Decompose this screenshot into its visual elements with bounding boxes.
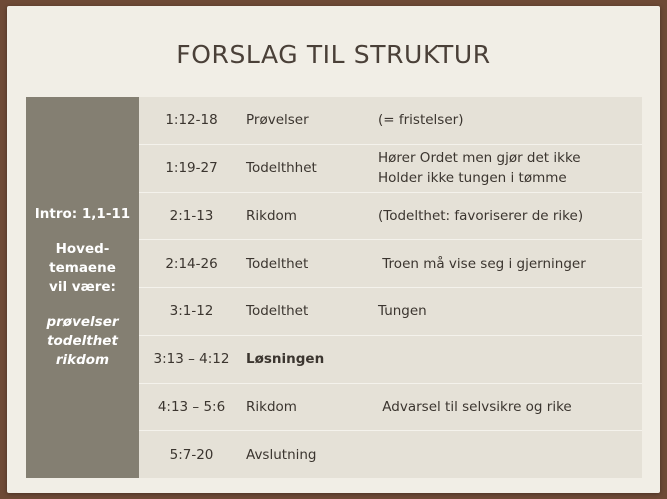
section-name: Rikdom [246, 207, 297, 224]
passage-ref: 2:14-26 [165, 255, 218, 272]
structure-rows [139, 97, 642, 478]
passage-ref: 1:19-27 [165, 160, 218, 177]
table-row [139, 192, 642, 240]
structure-table [26, 97, 642, 478]
table-row [139, 335, 642, 383]
slide-title: FORSLAG TIL STRUKTUR [176, 40, 491, 69]
passage-ref: 5:7-20 [169, 446, 214, 463]
table-row [139, 383, 642, 431]
section-name: Todelthet [246, 255, 309, 272]
note-line: Tungen [378, 303, 427, 320]
topic-item: rikdom [55, 352, 110, 368]
section-name: Avslutning [246, 446, 317, 463]
table-row [139, 144, 642, 192]
section-note [378, 301, 642, 321]
passage-ref: 4:13 – 5:6 [157, 398, 226, 415]
note-line: Hører Ordet men gjør det ikke [378, 150, 581, 167]
note-line: Advarsel til selvsikre og rike [378, 398, 572, 415]
topic-item: prøvelser [46, 314, 119, 330]
section-note [378, 254, 642, 274]
topic-item: todelthet [47, 333, 118, 349]
table-row [139, 239, 642, 287]
note-line: (Todelthet: favoriserer de rike) [378, 207, 584, 224]
passage-ref: 1:12-18 [165, 112, 218, 129]
section-name: Prøvelser [246, 112, 309, 129]
table-row [139, 430, 642, 478]
section-note [378, 206, 642, 226]
section-name: Todelthhet [246, 160, 317, 177]
passage-ref: 3:13 – 4:12 [153, 351, 230, 368]
section-note [378, 397, 642, 417]
passage-ref: 2:1-13 [169, 207, 214, 224]
slide [7, 6, 660, 493]
passage-ref: 3:1-12 [169, 303, 214, 320]
section-name: Løsningen [246, 351, 325, 368]
note-line: Troen må vise seg i gjerninger [378, 255, 586, 272]
note-line: Holder ikke tungen i tømme [378, 170, 567, 187]
table-row [139, 287, 642, 335]
themes-label: Hoved-temaene vil være: [49, 241, 116, 295]
sidebar-column [26, 97, 139, 478]
section-note [378, 148, 642, 188]
intro-label: Intro: 1,1-11 [34, 206, 131, 222]
note-line: (= fristelser) [378, 112, 464, 129]
section-name: Todelthet [246, 303, 309, 320]
section-note [378, 110, 642, 130]
table-row [139, 97, 642, 144]
section-name: Rikdom [246, 398, 297, 415]
